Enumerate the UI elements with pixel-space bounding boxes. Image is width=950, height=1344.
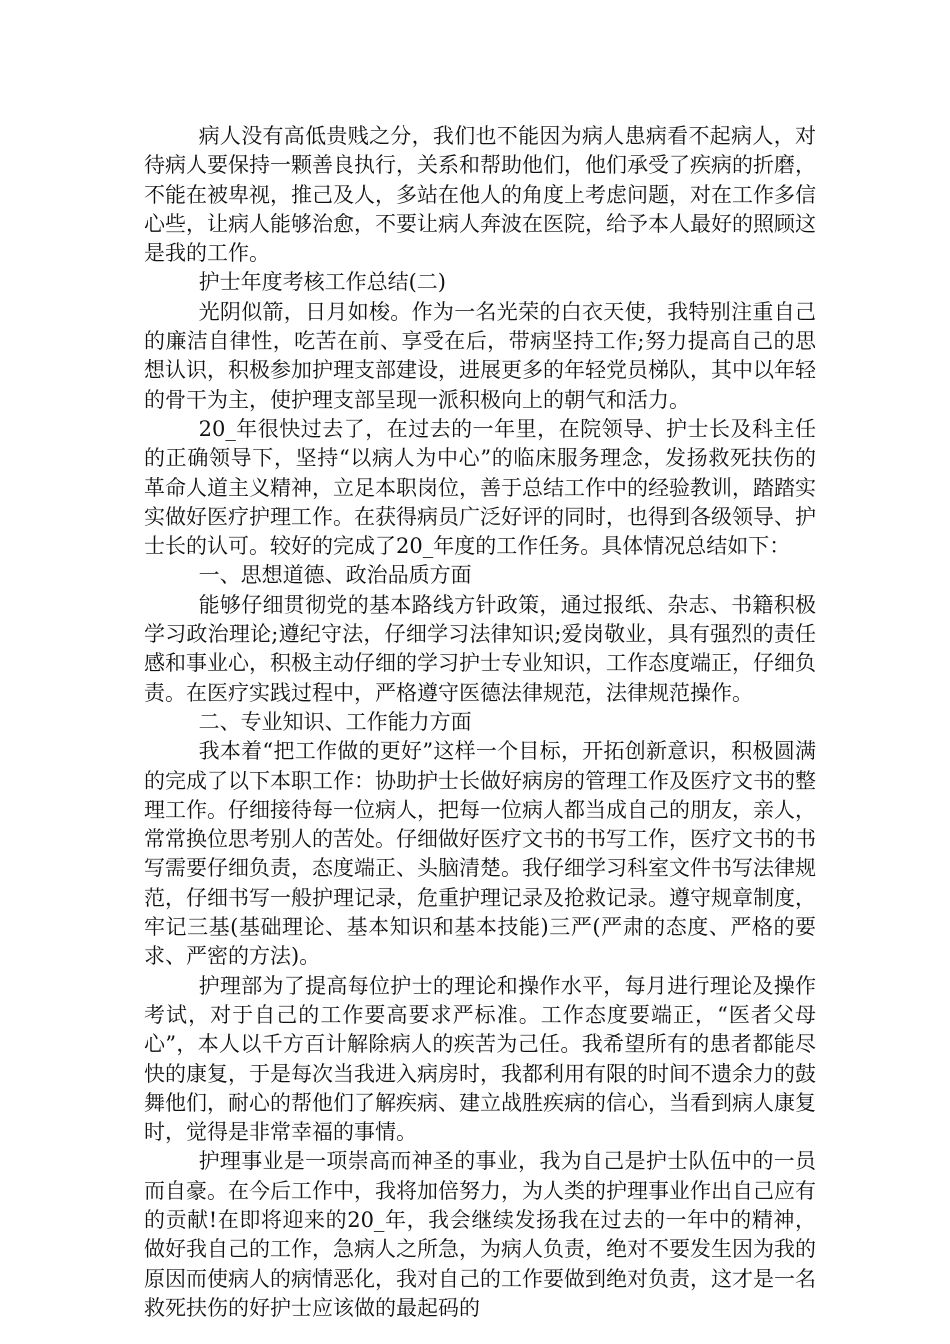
heading-ideology: 一、思想道德、政治品质方面 xyxy=(198,563,472,588)
paragraph-self-discipline: 光阴似箭，日月如梭。作为一名光荣的白衣天使，我特别注重自己的廉洁自律性，吃苦在前、享受在后，带病坚持工作;努力提高自己的思想认识，积极参加护理支部建设，进展更多的年轻党员梯队，其中以年轻的骨干为主，使护理支部呈现一派积极向上的朝气和活力。 xyxy=(144,299,816,412)
paragraph-patient-equality: 病人没有高低贵贱之分，我们也不能因为病人患病看不起病人，对待病人要保持一颗善良执行，关系和帮助他们，他们承受了疾病的折磨，不能在被卑视，推己及人，多站在他人的角度上考虑问题，对在工作多信心些，让病人能够治愈，不要让病人奔波在医院，给予本人最好的照顾这是我的工作。 xyxy=(144,124,816,266)
heading-professional: 二、专业知识、工作能力方面 xyxy=(198,709,472,734)
paragraph-training: 护理部为了提高每位护士的理论和操作水平，每月进行理论及操作考试，对于自己的工作要高要求严标准。工作态度要端正，“医者父母心”，本人以千方百计解除病人的疾苦为己任。我希望所有的患者都能尽快的康复，于是每次当我进入病房时，我都利用有限的时间不遗余力的鼓舞他们，耐心的帮他们了解疾病、建立战胜疾病的信心，当看到病人康复时，觉得是非常幸福的事情。 xyxy=(144,973,816,1145)
paragraph-professional: 我本着“把工作做的更好”这样一个目标，开拓创新意识，积极圆满的完成了以下本职工作：协助护士长做好病房的管理工作及医疗文书的整理工作。仔细接待每一位病人，把每一位病人都当成自己的朋友，亲人，常常换位思考别人的苦处。仔细做好医疗文书的书写工作，医疗文书的书写需要仔细负责，态度端正、头脑清楚。我仔细学习科室文件书写法律规范，仔细书写一般护理记录，危重护理记录及抢救记录。遵守规章制度，牢记三基(基础理论、基本知识和基本技能)三严(严肃的态度、严格的要求、严密的方法)。 xyxy=(144,739,816,969)
document-body xyxy=(144,122,816,1323)
paragraph-conclusion: 护理事业是一项崇高而神圣的事业，我为自己是护士队伍中的一员而自豪。在今后工作中，我将加倍努力，为人类的护理事业作出自己应有的贡献!在即将迎来的20_年，我会继续发扬我在过去的一年中的精神，做好我自己的工作，急病人之所急，为病人负责，绝对不要发生因为我的原因而使病人的病情恶化，我对自己的工作要做到绝对负责，这才是一名救死扶伤的好护士应该做的最起码的 xyxy=(144,1149,816,1320)
section-title: 护士年度考核工作总结(二) xyxy=(198,270,446,295)
paragraph-ideology: 能够仔细贯彻党的基本路线方针政策，通过报纸、杂志、书籍积极学习政治理论;遵纪守法，仔细学习法律知识;爱岗敬业，具有强烈的责任感和事业心，积极主动仔细的学习护士专业知识，工作态度端正，仔细负责。在医疗实践过程中，严格遵守医德法律规范，法律规范操作。 xyxy=(144,592,816,705)
paragraph-year-review: 20_年很快过去了，在过去的一年里，在院领导、护士长及科主任的正确领导下，坚持“以病人为中心”的临床服务理念，发扬救死扶伤的革命人道主义精神，立足本职岗位，善于总结工作中的经验教训，踏踏实实做好医疗护理工作。在获得病员广泛好评的同时，也得到各级领导、护士长的认可。较好的完成了20_年度的工作任务。具体情况总结如下： xyxy=(144,416,816,559)
